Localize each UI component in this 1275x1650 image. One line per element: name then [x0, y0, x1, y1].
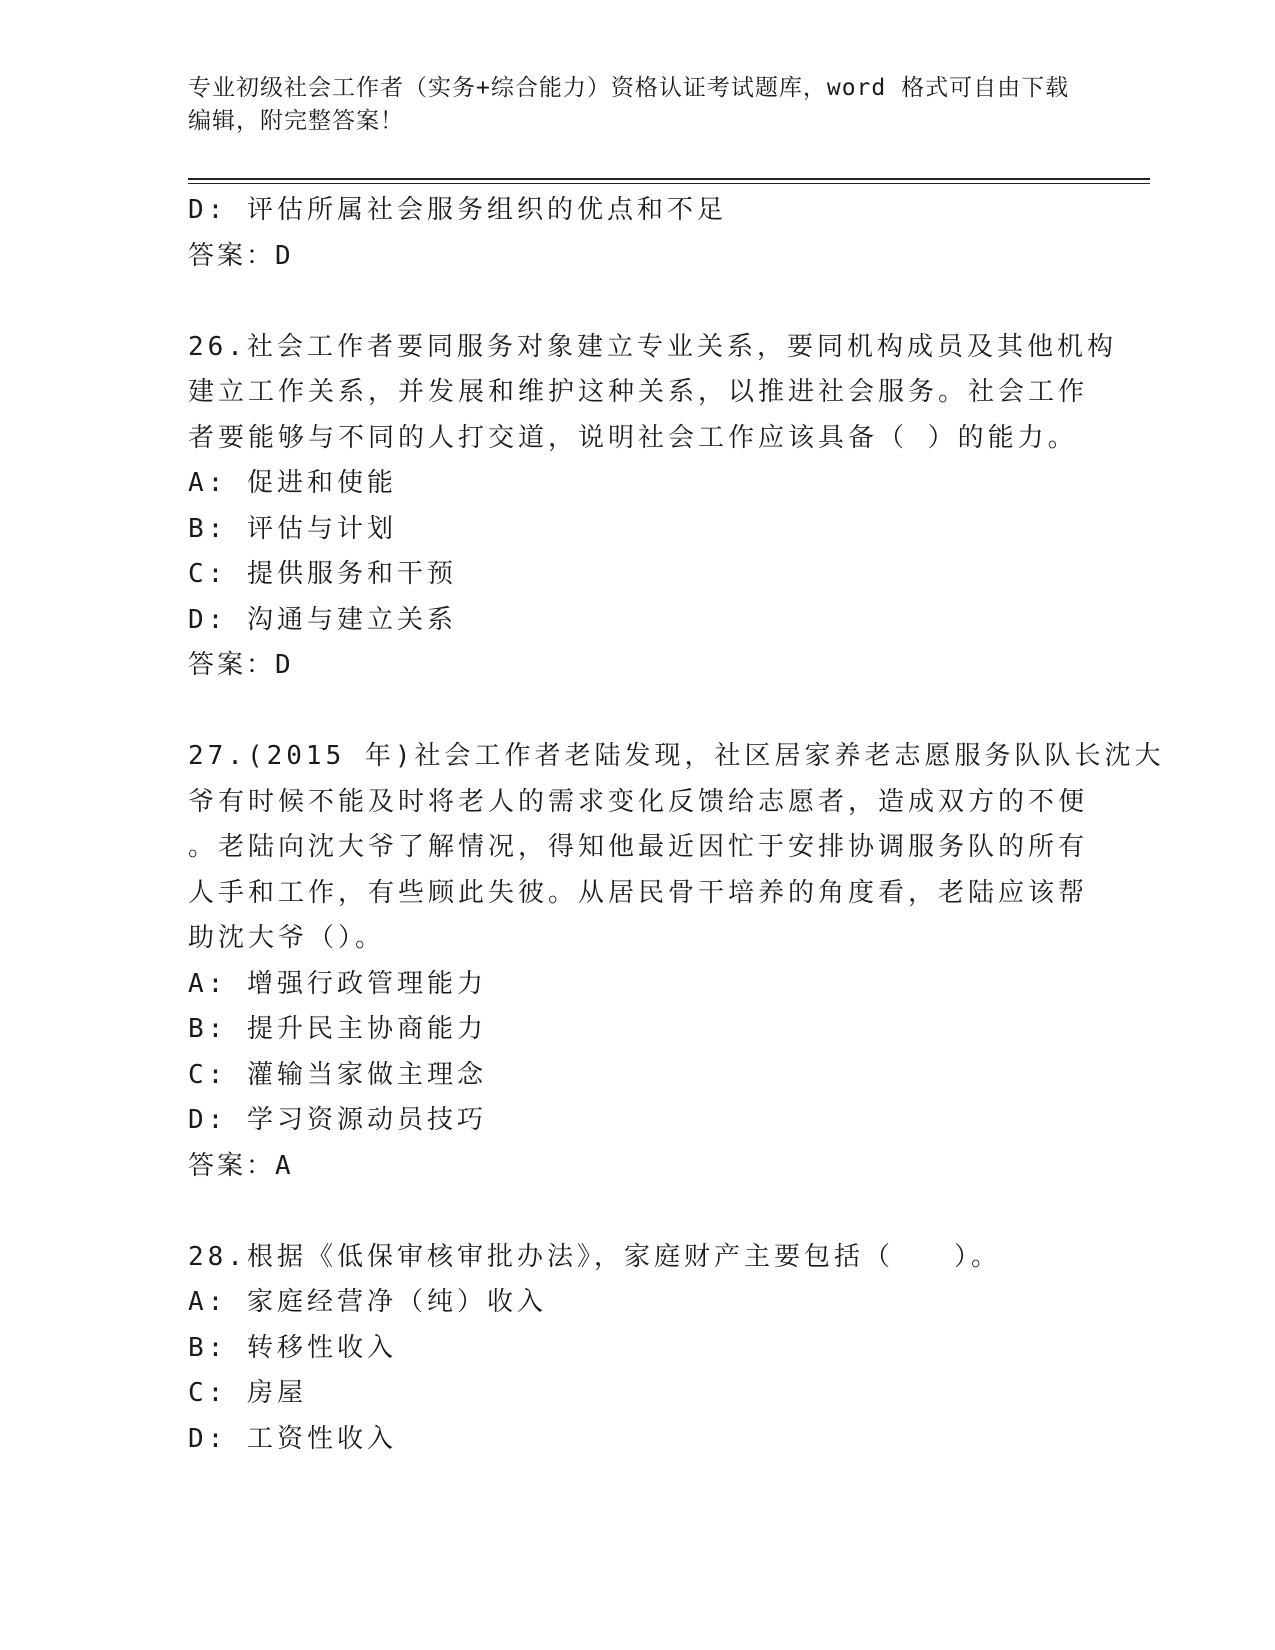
option-a: A: 促进和使能 — [188, 468, 397, 498]
option-b: B: 提升民主协商能力 — [188, 1014, 487, 1044]
header-line-2: 编辑，附完整答案！ — [188, 108, 404, 134]
answer-label: 答案：D — [188, 240, 294, 271]
option-a: A: 增强行政管理能力 — [188, 968, 487, 999]
option-d: D: 工资性收入 — [188, 1423, 397, 1454]
question-text-line: 28.根据《低保审核审批办法》，家庭财产主要包括（ ）。 — [188, 1241, 1001, 1272]
question-text-line: 人手和工作，有些顾此失彼。从居民骨干培养的角度看，老陆应该帮 — [188, 877, 1089, 908]
question-content — [188, 188, 1165, 1462]
option-c: C: 提供服务和干预 — [188, 559, 457, 589]
header-divider-thick — [188, 178, 1150, 180]
spacer — [188, 279, 1088, 325]
question-text-line: 26.社会工作者要同服务对象建立专业关系，要同机构成员及其他机构 — [188, 331, 1117, 362]
answer-label: 答案：D — [188, 650, 294, 680]
question-27 — [188, 734, 1165, 1189]
question-text-line: 建立工作关系，并发展和维护这种关系，以推进社会服务。社会工作 — [188, 377, 1089, 407]
question-text-line: 助沈大爷（）。 — [188, 923, 386, 953]
question-text-line: 者要能够与不同的人打交道，说明社会工作应该具备（ ）的能力。 — [188, 422, 1078, 453]
option-d: D: 学习资源动员技巧 — [188, 1105, 487, 1135]
header-line-1: 专业初级社会工作者（实务+综合能力）资格认证考试题库，word 格式可自由下载 — [188, 75, 1070, 101]
option-a: A: 家庭经营净（纯）收入 — [188, 1287, 547, 1317]
option-b: B: 转移性收入 — [188, 1332, 397, 1363]
document-header — [188, 72, 1088, 138]
answer-label: 答案：A — [188, 1150, 294, 1181]
question-26 — [188, 325, 1117, 689]
question-text-line: 。老陆向沈大爷了解情况，得知他最近因忙于安排协调服务队的所有 — [188, 832, 1089, 862]
question-28 — [188, 1235, 1088, 1463]
question-text-line: 爷有时候不能及时将老人的需求变化反馈给志愿者，造成双方的不便 — [188, 786, 1089, 817]
option-d: D: 评估所属社会服务组织的优点和不足 — [188, 195, 727, 225]
spacer — [188, 689, 1088, 735]
question-text-line: 27.(2015 年)社会工作者老陆发现，社区居家养老志愿服务队队长沈大 — [188, 741, 1165, 771]
option-c: C: 房屋 — [188, 1378, 307, 1408]
option-b: B: 评估与计划 — [188, 513, 397, 544]
spacer — [188, 1189, 1088, 1235]
option-c: C: 灌输当家做主理念 — [188, 1059, 487, 1090]
option-d: D: 沟通与建立关系 — [188, 604, 457, 635]
header-divider-thin — [188, 183, 1150, 184]
